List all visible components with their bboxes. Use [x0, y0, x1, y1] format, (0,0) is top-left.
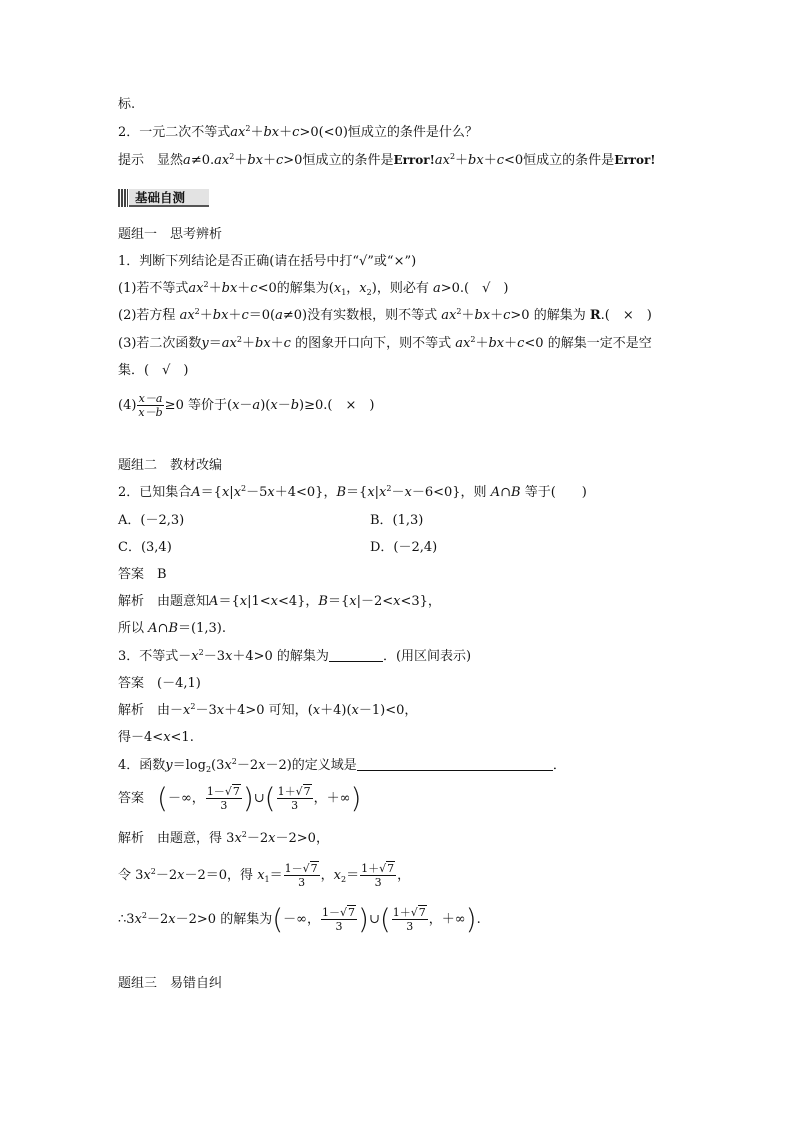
option-d: D．(－2,4) [370, 540, 438, 555]
p2-stem-pre: 2．已知集合 [118, 485, 192, 500]
p4-l2-pre: 令 [118, 868, 132, 883]
option-b: B．(1,3) [370, 513, 424, 528]
p3-stem-post: ．(用区间表示) [382, 649, 472, 664]
answer-blank[interactable] [357, 758, 553, 771]
p2-solution: 解析 由题意知A＝{x|1<x<4}，B＝{x|－2<x<3}， [118, 594, 441, 609]
s3-pre: (3)若二次函数 [118, 336, 202, 351]
section-header [118, 187, 210, 209]
solution-label: 解析 [118, 703, 145, 718]
p2-solution-2: 所以 A∩B＝(1,3). [118, 621, 226, 636]
s1-mid: 的解集为 [276, 281, 329, 296]
s3-mid: 的图象开口向下，则不等式 [295, 336, 452, 351]
q2-text-post: 恒成立的条件是什么？ [347, 125, 478, 140]
s2-pre: (2)若方程 [118, 308, 176, 323]
p4-stem-pre: 4．函数 [118, 758, 166, 773]
header-stripe-icon [118, 189, 128, 207]
option-a: A．(－2,3) [118, 513, 185, 528]
p4-answer: 答案 (－∞， $\frac{1-√7}{3}$ )∪( $\frac{1+√7}{3}$ ，＋∞) [118, 781, 362, 815]
answer-value: (－4,1) [157, 676, 201, 691]
fraction: $\frac{x-a}{x-b}$ [138, 392, 163, 419]
statement-2: (2)若方程 $ax^2+bx+c=0(a\ne 0)$没有实数根，则不等式 $ax^2+bx+c>0$ 的解集为 R.( × ) [118, 307, 652, 323]
error-text-2: Error! [614, 153, 656, 167]
answer-label: 答案 [118, 791, 145, 806]
s2-mid2: 的解集为 [533, 308, 586, 323]
s2-answer-mark: × [622, 308, 634, 323]
p2-stem-post: 等于( ) [524, 485, 587, 500]
p3-solution-2: 得－4<x<1. [118, 730, 194, 745]
group-2-title: 题组二 教材改编 [118, 458, 223, 473]
p4-stem-post: 的定义域是 [291, 758, 357, 773]
answer-label: 答案 [118, 567, 145, 582]
p4-solution-3: $\therefore 3x^2-2x-2>0$ 的解集为(－∞， $\frac{1-√7}{3}$ )∪( $\frac{1+√7}{3}$ ，＋∞). [118, 902, 481, 936]
group-1-title: 题组一 思考辨析 [118, 227, 223, 242]
statement-3: (3)若二次函数$y=ax^2+bx+c$ 的图象开口向下，则不等式 $ax^2+bx+c<0$ 的解集一定不是空 [118, 335, 652, 351]
p4-l2-mid: ，得 [227, 868, 254, 883]
question-2-line: 2．一元二次不等式$ax^2+bx+c>0(<0)$恒成立的条件是什么？ [118, 124, 478, 140]
s4-pre: (4) [118, 398, 137, 413]
statement-1: (1)若不等式$ax^2+bx+c<0$的解集为($x_1$，$x_2$)，则必有 a>0.( √ ) [118, 280, 509, 297]
answer-label: 答案 [118, 676, 145, 691]
hint-line: 提示 显然$a\ne 0.ax^2+bx+c>0$恒成立的条件是$Error!ax^2+bx+c<0$恒成立的条件是Error! [118, 152, 656, 168]
problem-3-stem: 3．不等式$-x^2-3x+4>0$ 的解集为 ．(用区间表示) [118, 648, 472, 664]
p3-sol-mid: 可知， [268, 703, 308, 718]
p2-answer [118, 566, 167, 584]
s1-answer-mark: √ [482, 281, 491, 296]
p4-solution-2: 令 $3x^2-2x-2=0$，得 $x_1=$ $\frac{1-√7}{3}$ ，$x_2=$ $\frac{1+√7}{3}$ ， [118, 862, 411, 889]
p4-solution: 解析 由题意，得 $3x^2-2x-2>0$， [118, 830, 329, 846]
p4-sol-text: 由题意，得 [157, 831, 223, 846]
answer-value: B [157, 567, 167, 582]
hint-text-2: 恒成立的条件是 [302, 153, 394, 168]
solution-label: 解析 [118, 594, 145, 609]
statement-4: (4) $\frac{x-a}{x-b}$ ≥0 等价于(x－a)(x－b)≥0.( × ) [118, 392, 375, 419]
p3-stem-pre: 3．不等式 [118, 649, 179, 664]
problem-2-stem: 2．已知集合$A=\{x|x^2-5x+4<0\}$，$B=\{x|x^2-x-6<0\}$，则 A∩B 等于( ) [118, 484, 587, 500]
s4-mid: 等价于 [187, 398, 227, 413]
hint-label: 提示 [118, 153, 145, 168]
q2-text-pre: 2．一元二次不等式 [118, 125, 231, 140]
p3-sol-text-2: 得 [118, 730, 132, 745]
question-1-stem: 1．判断下列结论是否正确(请在括号中打“√”或“×”) [118, 254, 417, 269]
p2-sol-text: 由题意知 [157, 594, 210, 609]
answer-blank[interactable] [329, 649, 383, 662]
p4-l3-post: 的解集为 [220, 912, 273, 927]
s2-mid: 没有实数根，则不等式 [307, 308, 438, 323]
p3-solution: 解析 由$-x^2-3x+4>0$ 可知，(x＋4)(x－1)<0， [118, 702, 418, 718]
p3-answer [118, 675, 201, 693]
s1-pre: (1)若不等式 [118, 281, 189, 296]
continued-text: 标. [118, 97, 136, 112]
group-3-title: 题组三 易错自纠 [118, 976, 223, 991]
s1-mid2: ，则必有 [376, 281, 429, 296]
hint-text-1: 显然 [157, 153, 184, 168]
s3-mid2: 的解集一定不是空 [547, 336, 652, 351]
problem-4-stem: 4．函数$y=\log_2(3x^2-2x-2)$的定义域是 ． [118, 757, 566, 774]
error-text-1: Error! [393, 153, 435, 167]
solution-label: 解析 [118, 831, 145, 846]
section-header-title: 基础自测 [129, 189, 209, 207]
option-c: C．(3,4) [118, 540, 172, 555]
p2-sol-text-2: 所以 [118, 621, 145, 636]
s4-answer-mark: × [345, 398, 357, 413]
statement-3-cont: 集．( √ ) [118, 363, 189, 378]
hint-text-3: 恒成立的条件是 [523, 153, 615, 168]
